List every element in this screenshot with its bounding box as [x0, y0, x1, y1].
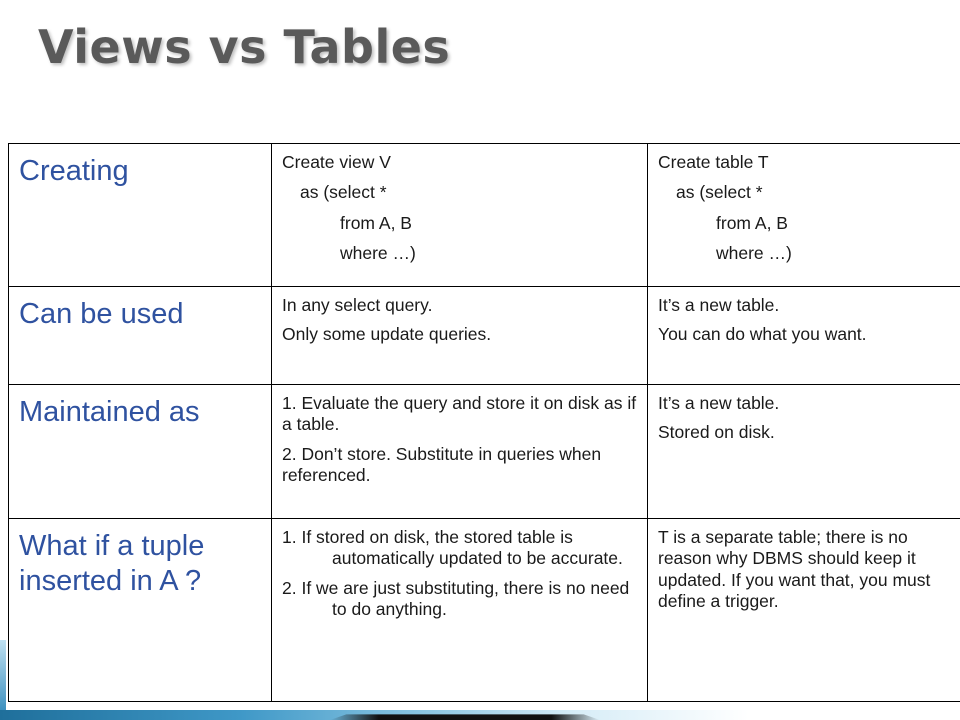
- create-table-line: Create table T: [658, 152, 769, 172]
- row-header-tuple-inserted: What if a tuple inserted in A ?: [9, 519, 272, 702]
- table-maintain-line: Stored on disk.: [658, 422, 775, 443]
- row-header-maintained-as: Maintained as: [9, 385, 272, 519]
- slide-title: Views vs Tables: [38, 20, 451, 74]
- comparison-table: [8, 143, 960, 702]
- row-header-can-be-used: Can be used: [9, 287, 272, 385]
- create-view-from-line: from A, B: [340, 212, 412, 233]
- row-header-creating: Creating: [9, 144, 272, 287]
- cell-maintained-view: [272, 385, 648, 519]
- view-insert-option: 1. If stored on disk, the stored table is automatically updated to be accurate.: [282, 527, 623, 569]
- decorative-left-bar: [0, 640, 6, 720]
- view-maintain-option: 1. Evaluate the query and store it on disk as if a table.: [282, 393, 637, 435]
- create-view-as-line: as (select *: [300, 182, 387, 203]
- create-view-where-line: where …): [340, 243, 416, 264]
- table-row-can-be-used: [9, 287, 960, 385]
- table-row-tuple-inserted: [9, 519, 960, 702]
- view-insert-option: 2. If we are just substituting, there is no need to do anything.: [282, 577, 630, 620]
- view-usage-line: Only some update queries.: [282, 324, 492, 345]
- create-table-from-line: from A, B: [716, 212, 788, 233]
- create-view-line: Create view V: [282, 152, 391, 172]
- cell-tuple-inserted-view: [272, 519, 648, 702]
- table-row-creating: [9, 144, 960, 287]
- create-table-where-line: where …): [716, 243, 792, 264]
- cell-creating-view: [272, 144, 648, 287]
- table-usage-line: It’s a new table.: [658, 295, 780, 315]
- view-usage-line: In any select query.: [282, 295, 433, 315]
- table-usage-line: You can do what you want.: [658, 324, 867, 345]
- table-maintain-line: It’s a new table.: [658, 393, 780, 413]
- table-insert-text: T is a separate table; there is no reason why DBMS should keep it updated. If you want that, you must define a trigger.: [658, 527, 931, 612]
- cell-can-be-used-view: [272, 287, 648, 385]
- cell-can-be-used-table: [648, 287, 960, 385]
- cell-tuple-inserted-table: [648, 519, 960, 702]
- view-maintain-option: 2. Don’t store. Substitute in queries when referenced.: [282, 443, 602, 486]
- table-row-maintained-as: [9, 385, 960, 519]
- cell-maintained-table: [648, 385, 960, 519]
- cell-creating-table: [648, 144, 960, 287]
- create-table-as-line: as (select *: [676, 182, 763, 203]
